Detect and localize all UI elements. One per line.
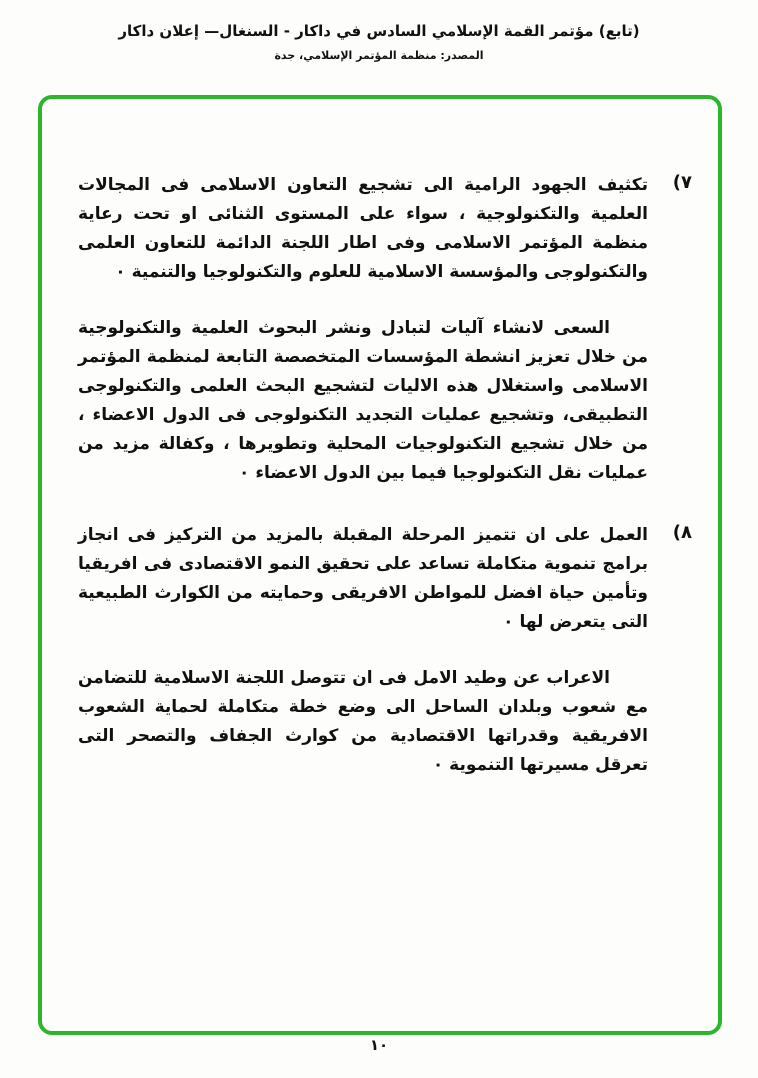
content-border-box [38, 95, 722, 1035]
item-number: ٧) [672, 172, 692, 193]
paragraph: العمل على ان تتميز المرحلة المقبلة بالمزيد من التركيز فى انجاز برامج تنموية متكاملة تساعد على تحقيق النمو الاقتصادى فى افريقيا وتأمين حياة افضل للمواطن الافريقى وحمايته من الكوارث الطبيعية التى يتعرض لها ۰ [78, 525, 648, 632]
page-number: ١٠ [369, 1036, 389, 1054]
document-title: (تابع) مؤتمر القمة الإسلامي السادس في داكار - السنغال— إعلان داكار [118, 22, 640, 40]
item-number: ٨) [672, 522, 692, 543]
document-source: المصدر: منظمة المؤتمر الإسلامي، جدة [274, 49, 484, 62]
list-item-8 [78, 521, 692, 807]
paragraph: تكثيف الجهود الرامية الى تشجيع التعاون الاسلامى فى المجالات العلمية والتكنولوجية ، سواء على المستوى الثنائى او تحت رعاية منظمة المؤتمر الاسلامى وفى اطار اللجنة الدائمة للتعاون العلمى والتكنولوجى والمؤسسة الاسلامية للعلوم والتكنولوجيا والتنمية ۰ [78, 175, 648, 282]
page-header [0, 0, 758, 62]
item-body [78, 171, 648, 515]
item-body [78, 521, 648, 807]
paragraph: الاعراب عن وطيد الامل فى ان تتوصل اللجنة الاسلامية للتضامن مع شعوب وبلدان الساحل الى وضع خطة متكاملة لحماية الشعوب الافريقية وقدراتها الاقتصادية من كوارث الجفاف والتصحر التى تعرقل مسيرتها التنموية ۰ [78, 668, 648, 775]
list-item-7 [78, 171, 692, 515]
paragraph: السعى لانشاء آليات لتبادل ونشر البحوث العلمية والتكنولوجية من خلال تعزيز انشطة المؤسسات المتخصصة التابعة لمنظمة المؤتمر الاسلامى واستغلال هذه الاليات لتشجيع البحث العلمى والتكنولوجى التطبيقى، وتشجيع عمليات التجديد التكنولوجى فى الدول الاعضاء ، من خلال تشجيع التكنولوجيات المحلية وتطويرها ، وكفالة مزيد من عمليات نقل التكنولوجيا فيما بين الدول الاعضاء ۰ [78, 318, 648, 483]
